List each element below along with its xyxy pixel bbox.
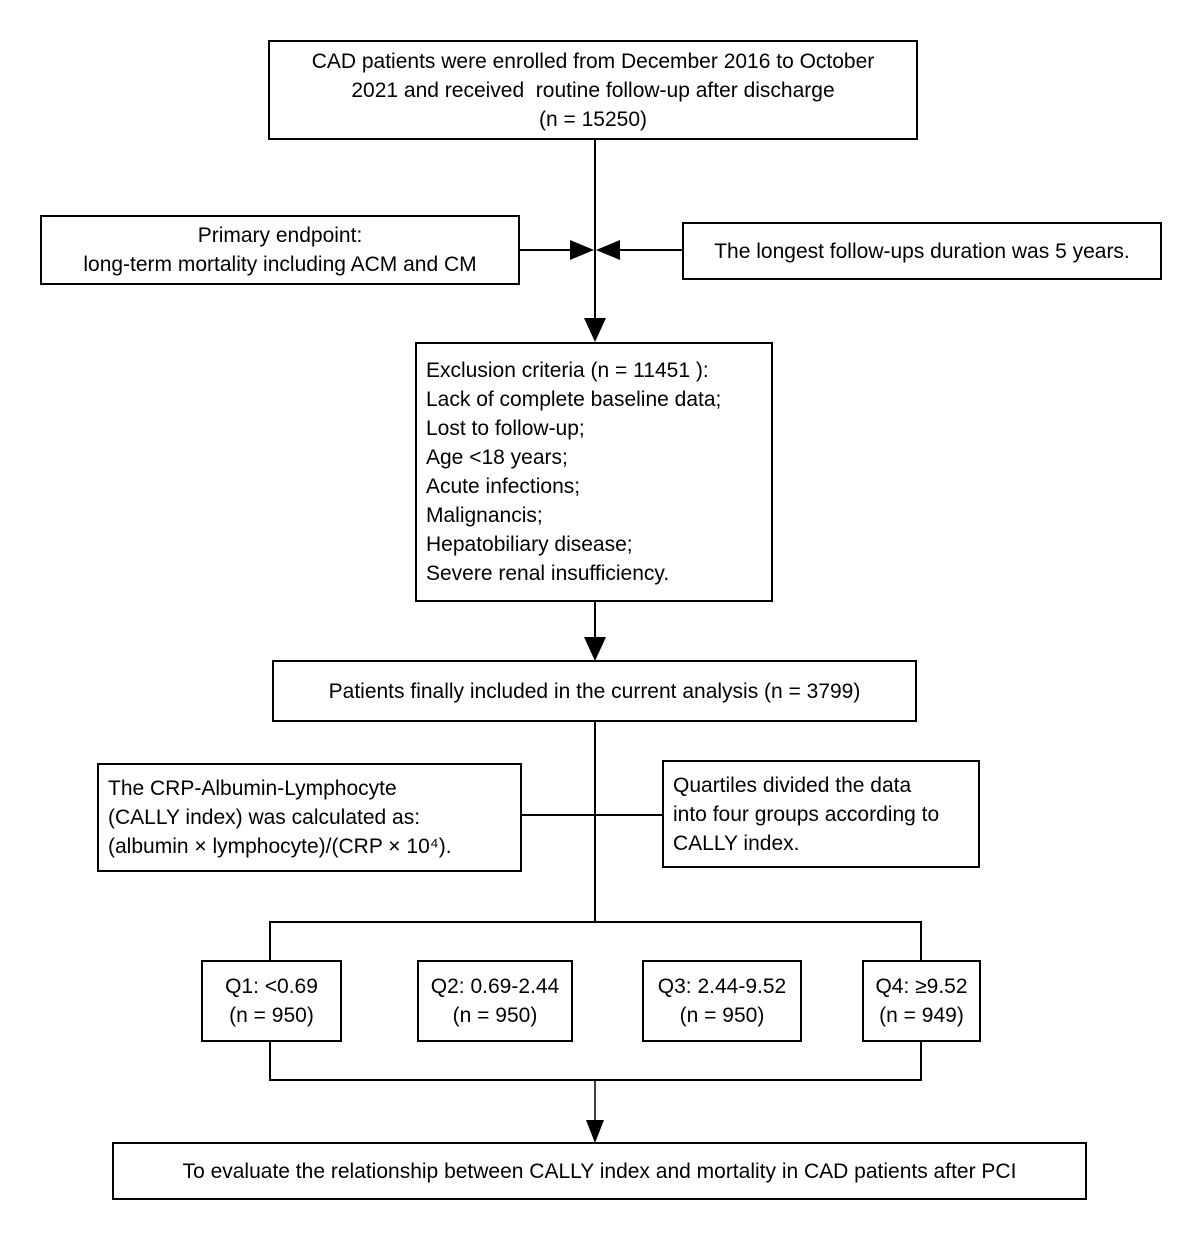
box-study-objective [112, 1142, 1087, 1200]
cally-line: (CALLY index) was calculated as: [108, 806, 421, 829]
exclusion-line: Hepatobiliary disease; [426, 533, 633, 556]
branch-bar-bottom [270, 1042, 921, 1080]
exclusion-line: Severe renal insufficiency. [426, 562, 670, 585]
box-enrollment [268, 40, 918, 140]
cally-line: The CRP-Albumin-Lymphocyte [108, 777, 397, 800]
primary-endpoint-line: long-term mortality including ACM and CM [83, 253, 477, 276]
quartiles-note-line: Quartiles divided the data [673, 773, 912, 797]
box-quartile-q1 [201, 960, 342, 1042]
q3-line: Q3: 2.44-9.52 [657, 975, 787, 998]
primary-endpoint-line: Primary endpoint: [197, 224, 363, 247]
box-primary-endpoint [40, 215, 520, 285]
q3-line: (n = 950) [679, 1004, 765, 1027]
box-quartile-q2 [417, 960, 573, 1042]
q1-line: (n = 950) [229, 1004, 314, 1027]
arrowhead-down-exclusion [584, 318, 606, 342]
enrollment-line: CAD patients were enrolled from December 2016 to October [311, 49, 875, 73]
objective-line: To evaluate the relationship between CALLY index and mortality in CAD patients after PCI [182, 1159, 1017, 1183]
exclusion-line: Malignancis; [426, 504, 543, 527]
box-quartiles-note [662, 760, 980, 868]
exclusion-line: Acute infections; [426, 475, 581, 498]
exclusion-line: Lost to follow-up; [426, 417, 585, 440]
arrowhead-right-junction [570, 240, 594, 260]
follow-up-line: The longest follow-ups duration was 5 years. [714, 239, 1130, 263]
exclusion-line: Exclusion criteria (n = 11451 ): [426, 359, 709, 382]
q2-line: Q2: 0.69-2.44 [430, 975, 560, 998]
arrowhead-left-junction [596, 240, 620, 260]
quartiles-note-line: CALLY index. [673, 831, 800, 855]
q4-line: (n = 949) [879, 1004, 964, 1027]
arrowhead-down-objective [586, 1120, 604, 1143]
branch-bar-top [270, 922, 921, 960]
enrollment-line: (n = 15250) [539, 107, 647, 131]
box-quartile-q4 [862, 960, 981, 1042]
exclusion-line: Age <18 years; [426, 446, 568, 469]
q1-line: Q1: <0.69 [225, 975, 318, 998]
box-included-patients [272, 660, 917, 722]
q4-line: Q4: ≥9.52 [875, 975, 968, 998]
quartiles-note-line: into four groups according to [673, 802, 940, 826]
arrowhead-down-included [584, 637, 606, 661]
included-line: Patients finally included in the current analysis (n = 3799) [328, 679, 861, 703]
box-quartile-q3 [642, 960, 802, 1042]
cally-line: (albumin × lymphocyte)/(CRP × 10⁴). [108, 835, 452, 858]
q2-line: (n = 950) [452, 1004, 538, 1027]
box-cally-formula [97, 763, 522, 872]
box-follow-up-duration [682, 222, 1162, 280]
exclusion-line: Lack of complete baseline data; [426, 388, 722, 411]
box-exclusion-criteria [415, 342, 773, 602]
enrollment-line: 2021 and received routine follow-up after discharge [351, 78, 835, 102]
